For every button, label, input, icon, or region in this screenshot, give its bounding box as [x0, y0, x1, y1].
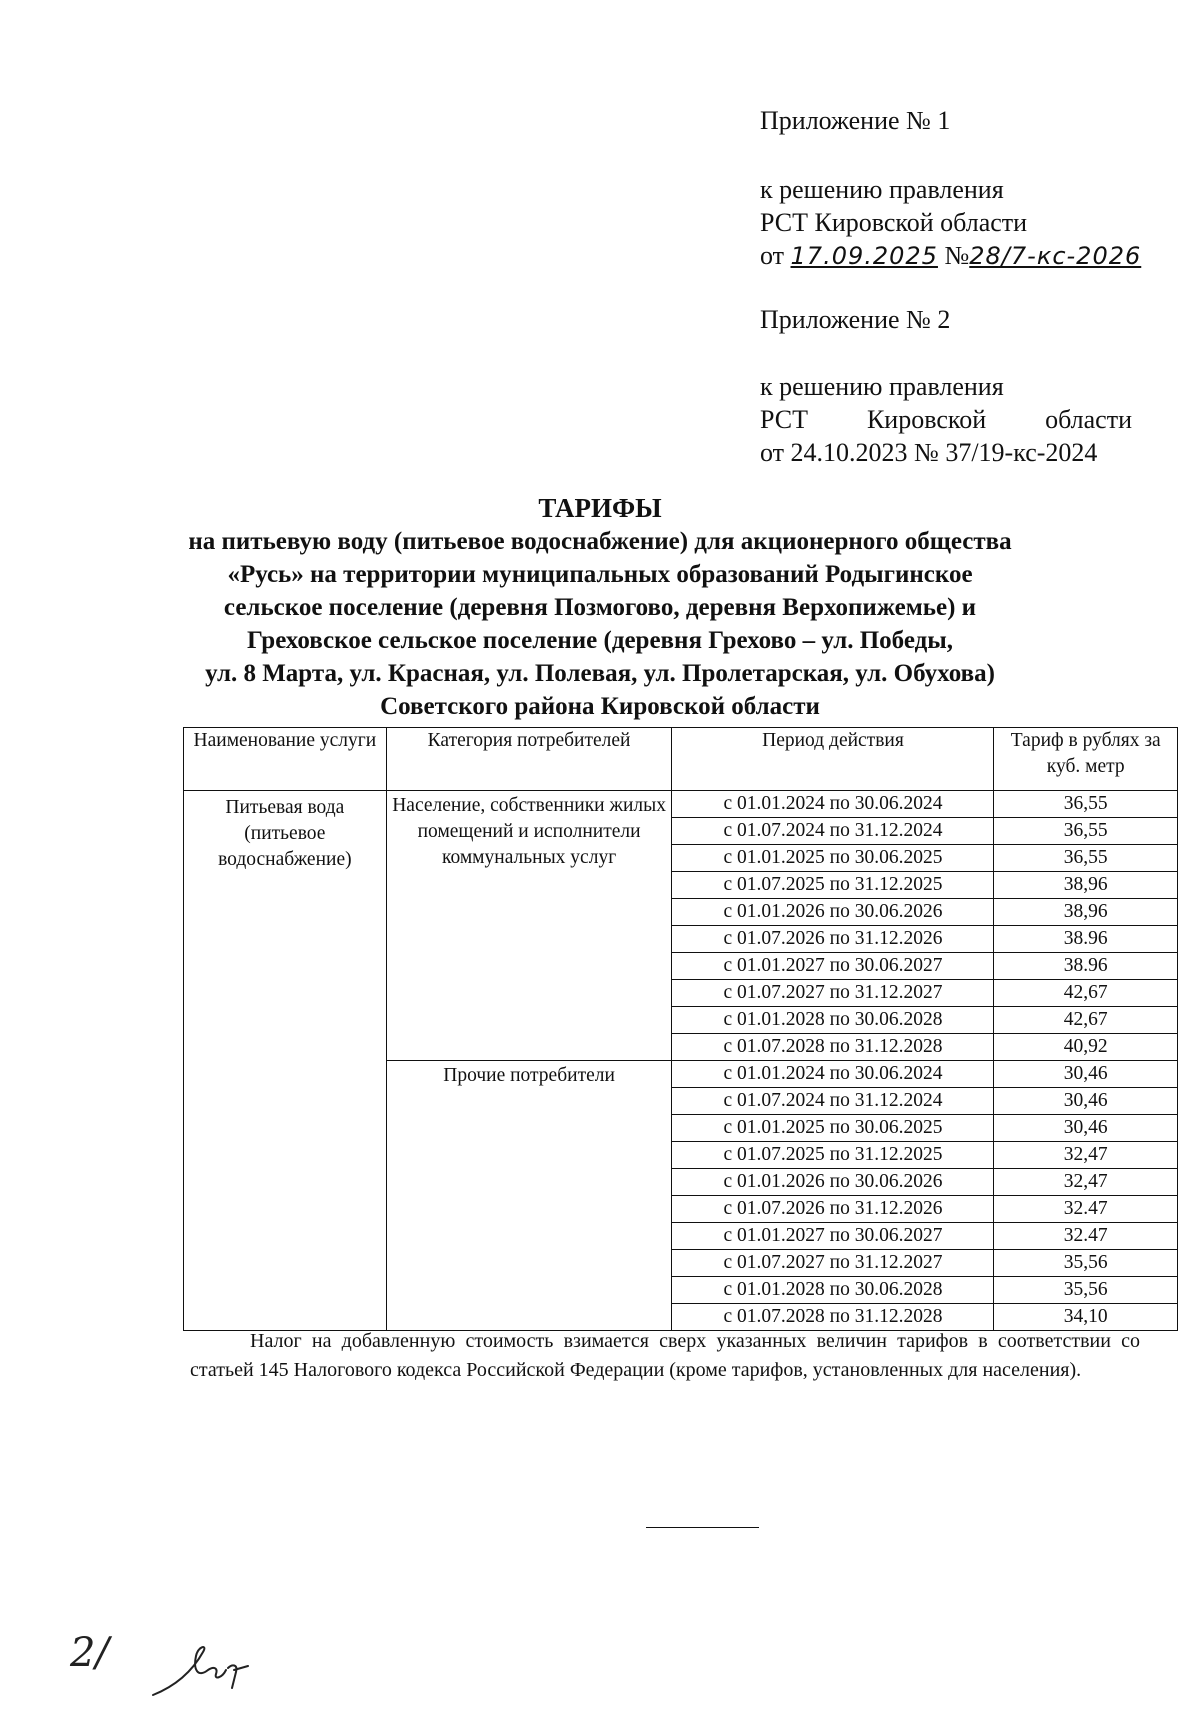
title-line: Греховское сельское поселение (деревня Грехово – ул. Победы,: [246, 627, 954, 654]
period-cell: с 01.01.2025 по 30.06.2025: [672, 1115, 994, 1142]
table-row: [184, 791, 1178, 818]
title-line: «Русь» на территории муниципальных образований Родыгинское: [227, 561, 973, 588]
tariff-cell: 34,10: [994, 1304, 1178, 1331]
vat-note: Налог на добавленную стоимость взимается сверх указанных величин тарифов в соответствии со статьей 145 Налогового кодекса Российской Федерации (кроме тарифов, установленных для населения).: [190, 1330, 1140, 1381]
appendix1-title: Приложение № 1: [760, 106, 951, 135]
title-line: сельское поселение (деревня Позмогово, деревня Верхопижемье) и: [223, 594, 977, 621]
end-divider: [646, 1527, 759, 1528]
tariff-cell: 32,47: [994, 1169, 1178, 1196]
tariff-cell: 30,46: [994, 1061, 1178, 1088]
tariff-cell: 30,46: [994, 1115, 1178, 1142]
period-cell: с 01.01.2025 по 30.06.2025: [672, 845, 994, 872]
title-line: ул. 8 Марта, ул. Красная, ул. Полевая, ул. Пролетарская, ул. Обухова): [205, 660, 995, 687]
appendix1-from-prefix: от: [760, 241, 785, 270]
tariff-cell: 32.47: [994, 1223, 1178, 1250]
tariff-cell: 40,92: [994, 1034, 1178, 1061]
appendix2-title: Приложение № 2: [760, 305, 951, 334]
table-body: [184, 791, 1178, 1331]
period-cell: с 01.07.2027 по 31.12.2027: [672, 1250, 994, 1277]
appendix2-line1: к решению правления: [760, 372, 1004, 401]
period-cell: с 01.01.2024 по 30.06.2024: [672, 791, 994, 818]
period-cell: с 01.01.2026 по 30.06.2026: [672, 899, 994, 926]
tariff-cell: 38,96: [994, 872, 1178, 899]
category-cell: Население, собственники жилых помещений и исполнители коммунальных услуг: [386, 791, 672, 1061]
period-cell: с 01.01.2026 по 30.06.2026: [672, 1169, 994, 1196]
title-heading: ТАРИФЫ: [538, 493, 662, 523]
period-cell: с 01.07.2026 по 31.12.2026: [672, 1196, 994, 1223]
appendix2-line3: от 24.10.2023 № 37/19-кс-2024: [760, 438, 1098, 467]
header-service: Наименование услуги: [184, 728, 387, 791]
appendix1-ref: [760, 239, 1141, 273]
tariff-table: [183, 727, 1178, 1331]
period-cell: с 01.01.2024 по 30.06.2024: [672, 1061, 994, 1088]
category-cell: Прочие потребители: [386, 1061, 672, 1331]
tariff-cell: 35,56: [994, 1250, 1178, 1277]
appendix1-date: 17.09.2025: [790, 242, 938, 270]
initials-mark: 2/: [70, 1630, 109, 1676]
period-cell: с 01.07.2025 по 31.12.2025: [672, 872, 994, 899]
title-line: на питьевую воду (питьевое водоснабжение) для акционерного общества: [188, 528, 1012, 555]
appendix2-line2-word: РСТ: [760, 405, 809, 434]
signature-icon: [148, 1640, 268, 1700]
period-cell: с 01.07.2025 по 31.12.2025: [672, 1142, 994, 1169]
period-cell: с 01.01.2027 по 30.06.2027: [672, 953, 994, 980]
tariff-cell: 32,47: [994, 1142, 1178, 1169]
table-header-row: [184, 728, 1178, 791]
header-tariff: Тариф в рублях за куб. метр: [994, 728, 1178, 791]
period-cell: с 01.01.2027 по 30.06.2027: [672, 1223, 994, 1250]
appendix1-line1: к решению правления: [760, 175, 1004, 204]
tariff-cell: 30,46: [994, 1088, 1178, 1115]
tariff-cell: 42,67: [994, 980, 1178, 1007]
tariff-cell: 36,55: [994, 818, 1178, 845]
period-cell: с 01.07.2026 по 31.12.2026: [672, 926, 994, 953]
tariff-cell: 36,55: [994, 845, 1178, 872]
tariff-cell: 42,67: [994, 1007, 1178, 1034]
period-cell: с 01.07.2024 по 31.12.2024: [672, 1088, 994, 1115]
period-cell: с 01.01.2028 по 30.06.2028: [672, 1277, 994, 1304]
appendix2-line2-word: Кировской: [866, 405, 987, 434]
period-cell: с 01.07.2028 по 31.12.2028: [672, 1304, 994, 1331]
header-period: Период действия: [672, 728, 994, 791]
appendix1-line2: РСТ Кировской области: [760, 208, 1028, 237]
tariff-cell: 38.96: [994, 926, 1178, 953]
title-line: Советского района Кировской области: [380, 693, 820, 720]
tariff-cell: 36,55: [994, 791, 1178, 818]
tariff-cell: 38,96: [994, 899, 1178, 926]
appendix1-number-prefix: №: [944, 241, 970, 270]
appendix2-line2: [760, 403, 1132, 437]
appendix1-number: 28/7-кс-2026: [969, 242, 1142, 270]
tariff-cell: 32.47: [994, 1196, 1178, 1223]
header-category: Категория потребителей: [386, 728, 672, 791]
tariff-cell: 38.96: [994, 953, 1178, 980]
service-name-cell: Питьевая вода (питьевое водоснабжение): [184, 791, 387, 1331]
document-title: [150, 492, 1050, 723]
period-cell: с 01.07.2028 по 31.12.2028: [672, 1034, 994, 1061]
period-cell: с 01.07.2024 по 31.12.2024: [672, 818, 994, 845]
period-cell: с 01.07.2027 по 31.12.2027: [672, 980, 994, 1007]
period-cell: с 01.01.2028 по 30.06.2028: [672, 1007, 994, 1034]
tariff-cell: 35,56: [994, 1277, 1178, 1304]
appendix2-line2-word: области: [1045, 405, 1132, 434]
